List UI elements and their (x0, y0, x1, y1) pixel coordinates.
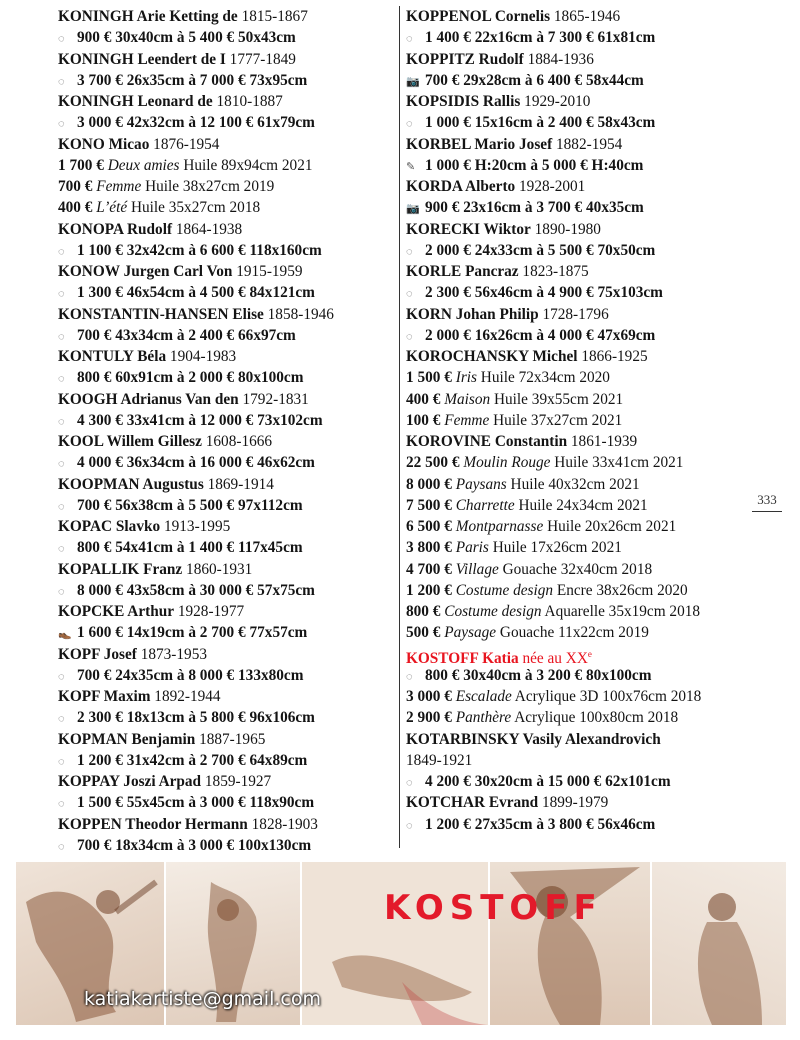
artwork-details: Aquarelle 35x19cm 2018 (544, 603, 701, 620)
artwork-title: Moulin Rouge (463, 454, 551, 472)
artwork-details: Acrylique 3D 100x76cm 2018 (514, 688, 702, 705)
artist-dates: 1828-1903 (251, 815, 318, 833)
palette-icon: ◌ (58, 755, 65, 768)
artwork-title: Iris (455, 369, 477, 387)
camera-icon: 📷 (406, 203, 420, 216)
artwork-details: Huile 72x34cm 2020 (480, 369, 610, 387)
price-range (58, 495, 398, 516)
artist-dates: 1928-2001 (519, 178, 586, 195)
artwork-entry (406, 559, 746, 580)
artist-entry (406, 792, 746, 813)
palette-icon: ◌ (58, 670, 65, 683)
price-range-text: 4 300 € 33x41cm à 12 000 € 73x102cm (77, 411, 323, 429)
artist-entry (58, 346, 398, 367)
artist-entry (58, 771, 398, 792)
price-range (406, 197, 746, 218)
artist-entry (406, 261, 746, 282)
artist-name: KOROVINE Constantin (406, 433, 568, 450)
artist-dates: 1861-1939 (570, 433, 638, 450)
artwork-title: Deux amies (107, 156, 180, 174)
price-range-text: 3 700 € 26x35cm à 7 000 € 73x95cm (77, 71, 308, 89)
artist-dates: 1904-1983 (169, 348, 237, 365)
palette-icon: ◌ (406, 245, 413, 258)
price-range (406, 282, 746, 303)
artist-entry (58, 134, 398, 155)
artist-name: KONO Micao (58, 135, 150, 153)
artist-dates: 1913-1995 (163, 518, 231, 535)
artist-entry (58, 686, 398, 707)
artwork-price: 2 900 € (406, 709, 452, 727)
price-range-text: 900 € 30x40cm à 5 400 € 50x43cm (77, 29, 296, 47)
artist-dates: 1890-1980 (534, 220, 601, 238)
artwork-title: Escalade (455, 688, 512, 705)
price-range (406, 771, 746, 792)
artist-entry (58, 91, 398, 112)
palette-icon: ◌ (406, 670, 413, 683)
artwork-title: Village (455, 560, 499, 578)
artwork-title: Paysans (455, 475, 507, 493)
artwork-price: 1 200 € (406, 581, 452, 599)
price-range-text: 1 600 € 14x19cm à 2 700 € 77x57cm (77, 624, 308, 642)
artist-entry (58, 516, 398, 537)
price-range (58, 622, 398, 643)
palette-icon: ◌ (58, 840, 65, 853)
artwork-entry (406, 516, 746, 537)
artist-entry (58, 49, 398, 70)
artwork-details: Huile 39x55cm 2021 (493, 390, 624, 408)
artwork-entry (406, 410, 746, 431)
price-range-text: 800 € 30x40cm à 3 200 € 80x100cm (425, 666, 652, 684)
price-range-text: 700 € 29x28cm à 6 400 € 58x44cm (425, 71, 644, 89)
artist-dates: 1728-1796 (542, 305, 609, 323)
artist-entry (406, 176, 746, 197)
artist-name: KOPCKE Arthur (58, 603, 175, 620)
artwork-entry (406, 474, 746, 495)
artwork-title: L’été (96, 199, 128, 217)
artist-entry (58, 431, 398, 452)
price-range (406, 665, 746, 686)
palette-icon: ◌ (58, 798, 65, 811)
palette-icon: ◌ (58, 458, 65, 471)
artist-name: KORECKI Wiktor (406, 220, 531, 238)
artwork-title: Charrette (455, 496, 515, 514)
artist-dates: 1815-1867 (241, 8, 308, 25)
artist-entry (58, 6, 398, 27)
artist-dates: 1823-1875 (522, 263, 589, 280)
palette-icon: ◌ (58, 543, 65, 556)
artwork-entry (406, 389, 746, 410)
artwork-price: 3 000 € (406, 688, 452, 705)
artist-entry (406, 431, 746, 452)
artist-dates: 1608-1666 (205, 433, 273, 450)
price-range-text: 1 100 € 32x42cm à 6 600 € 118x160cm (77, 241, 322, 259)
artist-name: KOSTOFF Katia (406, 649, 519, 665)
artwork-details: Huile 40x32cm 2021 (510, 475, 640, 493)
ordinal-superscript: e (587, 648, 592, 659)
artwork-details: Huile 24x34cm 2021 (518, 496, 648, 514)
artist-name: KOPALLIK Franz (58, 560, 183, 578)
price-range-text: 2 300 € 18x13cm à 5 800 € 96x106cm (77, 709, 315, 727)
right-column (406, 6, 746, 835)
artwork-details: Gouache 11x22cm 2019 (499, 624, 649, 642)
artwork-details: Huile 37x27cm 2021 (493, 411, 623, 429)
artwork-entry (406, 452, 746, 473)
artist-name: KOPPAY Joszi Arpad (58, 773, 202, 790)
artist-entry (58, 261, 398, 282)
price-range-text: 1 000 € 15x16cm à 2 400 € 58x43cm (425, 114, 656, 132)
price-range (406, 112, 746, 133)
artwork-price: 400 € (58, 199, 93, 217)
artist-entry (406, 134, 746, 155)
palette-icon: ◌ (58, 330, 65, 343)
artist-entry (58, 219, 398, 240)
artwork-entry (406, 537, 746, 558)
artist-entry (58, 474, 398, 495)
price-range-text: 2 000 € 24x33cm à 5 500 € 70x50cm (425, 241, 656, 259)
price-range-text: 1 200 € 31x42cm à 2 700 € 64x89cm (77, 751, 308, 769)
price-range (58, 282, 398, 303)
palette-icon: ◌ (58, 713, 65, 726)
artwork-entry (406, 686, 746, 707)
artwork-entry (58, 176, 398, 197)
price-range (406, 70, 746, 91)
artist-name: KOOPMAN Augustus (58, 475, 204, 493)
artist-name: KOPPITZ Rudolf (406, 50, 524, 68)
price-range-text: 8 000 € 43x58cm à 30 000 € 57x75cm (77, 581, 315, 599)
artist-name: KOPF Maxim (58, 688, 151, 705)
palette-icon: ◌ (406, 330, 413, 343)
price-range-text: 700 € 43x34cm à 2 400 € 66x97cm (77, 326, 296, 344)
artist-dates: 1860-1931 (186, 560, 253, 578)
artist-dates: 1810-1887 (216, 93, 283, 110)
camera-icon: 📷 (406, 75, 420, 88)
artwork-entry (406, 580, 746, 601)
artist-dates: 1873-1953 (140, 645, 207, 663)
palette-icon: ◌ (58, 118, 65, 131)
artwork-price: 6 500 € (406, 518, 452, 535)
artwork-title: Paysage (444, 624, 497, 642)
price-range (58, 112, 398, 133)
artist-dates: 1884-1936 (527, 50, 594, 68)
contact-email-link[interactable]: katiakartiste@gmail.com (84, 988, 321, 1010)
artwork-entry (406, 622, 746, 643)
price-range (58, 410, 398, 431)
seated-figure-painting (652, 862, 786, 1025)
palette-icon: ◌ (58, 288, 65, 301)
artist-entry (406, 6, 746, 27)
artist-entry (58, 814, 398, 835)
palette-icon: ◌ (406, 288, 413, 301)
price-range (406, 27, 746, 48)
artwork-details: Encre 38x26cm 2020 (556, 581, 688, 599)
artist-dates: née au XX (522, 649, 588, 665)
price-range-text: 1 400 € 22x16cm à 7 300 € 61x81cm (425, 29, 656, 47)
price-range-text: 4 000 € 36x34cm à 16 000 € 46x62cm (77, 454, 315, 472)
artist-dates: 1866-1925 (581, 348, 648, 365)
artwork-entry (406, 601, 746, 622)
artist-name: KOTCHAR Evrand (406, 794, 539, 812)
artwork-title: Paris (455, 539, 489, 557)
artist-entry (406, 219, 746, 240)
price-range-text: 1 200 € 27x35cm à 3 800 € 56x46cm (425, 815, 656, 833)
price-range-text: 2 300 € 56x46cm à 4 900 € 75x103cm (425, 284, 663, 302)
price-range (58, 240, 398, 261)
artwork-price: 22 500 € (406, 454, 460, 472)
artwork-details: Huile 89x94cm 2021 (183, 156, 313, 174)
artwork-entry (406, 495, 746, 516)
artwork-price: 400 € (406, 390, 441, 408)
column-divider (399, 6, 400, 848)
palette-icon: ◌ (58, 585, 65, 598)
artist-dates: 1899-1979 (542, 794, 609, 812)
artwork-title: Femme (96, 178, 142, 195)
artwork-details: Acrylique 100x80cm 2018 (514, 709, 679, 727)
artwork-entry (406, 707, 746, 728)
artwork-details: Huile 17x26cm 2021 (492, 539, 622, 557)
artist-dates: 1887-1965 (199, 730, 266, 748)
artist-name: KONSTANTIN-HANSEN Elise (58, 305, 264, 323)
artwork-entry (58, 155, 398, 176)
artist-dates: 1915-1959 (236, 263, 303, 280)
artist-entry (406, 729, 746, 750)
artist-name: KOPF Josef (58, 645, 137, 663)
artist-dates: 1928-1977 (177, 603, 245, 620)
artist-name: KOPPENOL Cornelis (406, 8, 551, 25)
price-range (58, 835, 398, 856)
artist-dates: 1929-2010 (524, 93, 591, 110)
price-range-text: 800 € 54x41cm à 1 400 € 117x45cm (77, 539, 303, 557)
artist-name: KONINGH Leendert de I (58, 50, 226, 68)
artwork-details: Huile 38x27cm 2019 (145, 178, 275, 195)
artist-dates: 1858-1946 (267, 305, 334, 323)
artwork-price: 1 700 € (58, 156, 104, 174)
artist-dates: 1869-1914 (207, 475, 274, 493)
palette-icon: ◌ (406, 33, 413, 46)
price-range-text: 700 € 56x38cm à 5 500 € 97x112cm (77, 496, 303, 514)
artist-entry (406, 644, 746, 665)
artist-name: KONTULY Béla (58, 348, 167, 365)
artist-entry (58, 389, 398, 410)
artwork-price: 4 700 € (406, 560, 452, 578)
artwork-price: 100 € (406, 411, 441, 429)
artist-entry (58, 644, 398, 665)
artist-name: KOOL Willem Gillesz (58, 433, 202, 450)
price-range (58, 70, 398, 91)
artist-dates: 1864-1938 (175, 220, 243, 238)
artwork-title: Costume design (455, 581, 554, 599)
artwork-panel (302, 862, 490, 1025)
artist-entry (58, 559, 398, 580)
artist-dates: 1882-1954 (556, 135, 623, 153)
artist-name: KORN Johan Philip (406, 305, 539, 323)
artwork-price: 700 € (58, 178, 93, 195)
artwork-entry (58, 197, 398, 218)
price-range (58, 452, 398, 473)
artist-entry (58, 729, 398, 750)
artwork-price: 500 € (406, 624, 441, 642)
artwork-panel (652, 862, 786, 1025)
price-range (58, 665, 398, 686)
artwork-price: 3 800 € (406, 539, 452, 557)
artwork-title: Panthère (455, 709, 512, 727)
artist-name: KONOPA Rudolf (58, 220, 173, 238)
artist-name: KOPPEN Theodor Hermann (58, 815, 248, 833)
artist-name: KONINGH Leonard de (58, 93, 213, 110)
palette-icon: ◌ (58, 75, 65, 88)
artist-name: KOTARBINSKY Vasily Alexandrovich (406, 730, 661, 748)
price-range-text: 800 € 60x91cm à 2 000 € 80x100cm (77, 369, 304, 387)
artist-dates: 1892-1944 (154, 688, 221, 705)
artwork-price: 7 500 € (406, 496, 452, 514)
price-range (58, 325, 398, 346)
price-range-text: 4 200 € 30x20cm à 15 000 € 62x101cm (425, 773, 671, 790)
price-range (58, 537, 398, 558)
banner-title: KOSTOFF (384, 888, 603, 928)
price-range (58, 367, 398, 388)
price-range-text: 3 000 € 42x32cm à 12 100 € 61x79cm (77, 114, 315, 132)
artwork-panel (490, 862, 652, 1025)
artwork-price: 800 € (406, 603, 441, 620)
artwork-entry (406, 367, 746, 388)
price-range (58, 792, 398, 813)
price-range (406, 325, 746, 346)
palette-icon: ◌ (406, 819, 413, 832)
artist-dates: 1859-1927 (204, 773, 272, 790)
artwork-details: Huile 33x41cm 2021 (554, 454, 684, 472)
price-range-text: 1 300 € 46x54cm à 4 500 € 84x121cm (77, 284, 315, 302)
artist-name: KOROCHANSKY Michel (406, 348, 578, 365)
left-column (58, 6, 398, 856)
artist-name: KORBEL Mario Josef (406, 135, 553, 153)
artwork-title: Montparnasse (455, 518, 544, 535)
price-range (58, 750, 398, 771)
price-range-text: 700 € 24x35cm à 8 000 € 133x80cm (77, 666, 304, 684)
artwork-details: Huile 20x26cm 2021 (547, 518, 677, 535)
palette-icon: ◌ (406, 118, 413, 131)
figure-painting (490, 862, 650, 1025)
artwork-price: 8 000 € (406, 475, 452, 493)
price-range (58, 27, 398, 48)
artwork-title: Costume design (444, 603, 542, 620)
artist-name: KONOW Jurgen Carl Von (58, 263, 233, 280)
artist-dates: 1865-1946 (553, 8, 621, 25)
palette-icon: ◌ (58, 245, 65, 258)
price-range (406, 240, 746, 261)
artist-entry (58, 304, 398, 325)
palette-icon: ◌ (58, 373, 65, 386)
artist-dates: 1876-1954 (153, 135, 220, 153)
artwork-title: Maison (444, 390, 491, 408)
advertisement-banner (16, 862, 786, 1025)
artwork-title: Femme (444, 411, 490, 429)
artist-name: KORDA Alberto (406, 178, 516, 195)
artist-name: KOPSIDIS Rallis (406, 93, 521, 110)
palette-icon: ◌ (406, 777, 413, 789)
price-range (58, 580, 398, 601)
artist-dates-line: 1849-1921 (406, 751, 473, 769)
artwork-price: 1 500 € (406, 369, 452, 387)
artist-entry (406, 346, 746, 367)
artist-entry (58, 601, 398, 622)
price-range-text: 1 000 € H:20cm à 5 000 € H:40cm (425, 156, 644, 174)
price-range-text: 700 € 18x34cm à 3 000 € 100x130cm (77, 836, 312, 854)
artist-dates: 1777-1849 (229, 50, 296, 68)
price-range (406, 155, 746, 176)
artwork-details: Huile 35x27cm 2018 (130, 199, 261, 217)
price-range (406, 814, 746, 835)
shoe-icon: 👞 (58, 628, 72, 641)
palette-icon: ◌ (58, 33, 65, 46)
palette-icon: ◌ (58, 415, 65, 428)
palette-icon: ◌ (58, 500, 65, 513)
artist-name: KORLE Pancraz (406, 263, 519, 280)
reclining-figure-painting (302, 862, 488, 1025)
artist-name: KOPMAN Benjamin (58, 730, 196, 748)
price-range-text: 2 000 € 16x26cm à 4 000 € 47x69cm (425, 326, 656, 344)
price-range-text: 900 € 23x16cm à 3 700 € 40x35cm (425, 199, 644, 217)
artist-name: KOOGH Adrianus Van den (58, 390, 239, 408)
artist-name: KONINGH Arie Ketting de (58, 8, 238, 25)
artist-entry (406, 49, 746, 70)
chisel-icon: ✎ (406, 160, 416, 173)
price-range-text: 1 500 € 55x45cm à 3 000 € 118x90cm (77, 794, 315, 812)
artist-dates: 1792-1831 (242, 390, 309, 408)
price-range (58, 707, 398, 728)
artist-entry (406, 304, 746, 325)
artist-entry (406, 91, 746, 112)
artwork-details: Gouache 32x40cm 2018 (502, 560, 653, 578)
page-number: 333 (752, 492, 782, 512)
artist-name: KOPAC Slavko (58, 518, 161, 535)
